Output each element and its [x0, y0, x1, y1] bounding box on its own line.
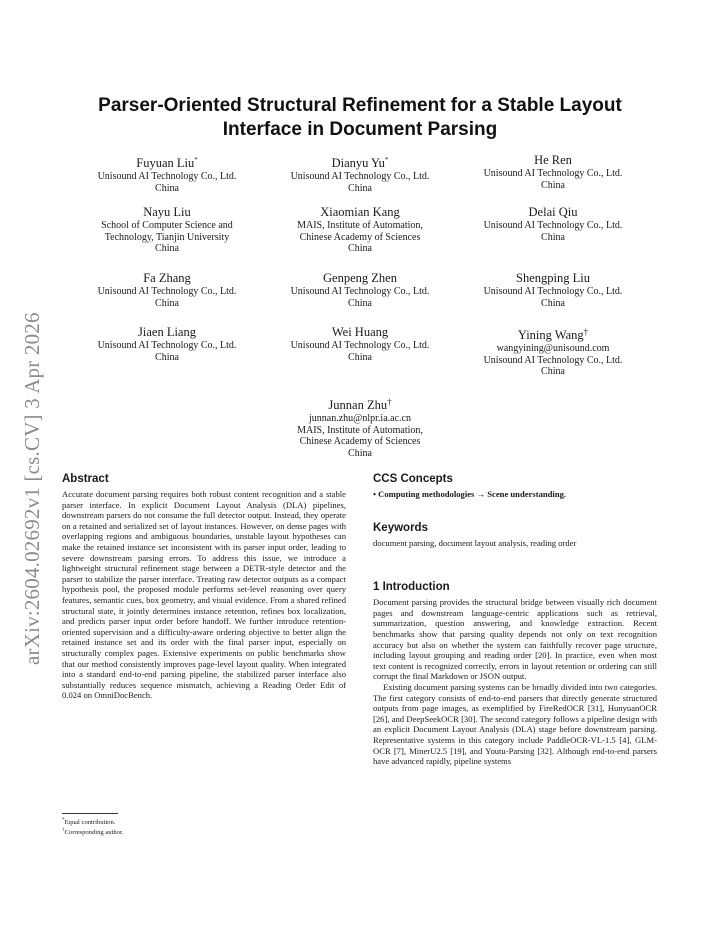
corresponding-author-mark: †: [387, 397, 392, 407]
author-name: Nayu Liu: [143, 205, 191, 219]
author-block: [260, 324, 460, 363]
country: China: [348, 297, 372, 309]
ccs-heading: CCS Concepts: [373, 473, 453, 485]
author-name: Genpeng Zhen: [323, 271, 397, 285]
author-email[interactable]: junnan.zhu@nlpr.ia.ac.cn: [309, 413, 411, 424]
affiliation: MAIS, Institute of Automation,: [297, 220, 423, 231]
footnote-mark: †: [62, 828, 65, 834]
affiliation: Technology, Tianjin University: [104, 231, 230, 243]
affiliation: Unisound AI Technology Co., Ltd.: [290, 286, 430, 297]
country: China: [348, 447, 372, 459]
affiliation: Unisound AI Technology Co., Ltd.: [97, 286, 237, 297]
affiliation: Unisound AI Technology Co., Ltd.: [290, 340, 430, 351]
footnote: [62, 817, 346, 827]
abstract-text: Accurate document parsing requires both robust content recognition and a stable parser interface. In explicit Document Layout Analysis (DLA) pipelines, downstream parsers do not consume the full detector output. Instead, they operate on a retained and serialized set of layout instances. However, on dense pages with overlapping regions and ambiguous boundaries, unstable layout hypotheses can make the retained instance set inconsistent with its parser input order, leading to severe downstream parsing errors. To address this issue, we introduce a lightweight structural refinement stage between a DETR-style detector and the parser to stabilize the parser interface. Treating raw detector outputs as a compact hypothesis pool, the proposed module performs set-level reasoning over query features, semantic cues, box geometry, and visual evidence. From a shared refined structural state, it jointly determines instance retention, refines box localization, and predicts parser input order before handoff. We further introduce retention-oriented supervision and a difficulty-aware ordering objective to better align the retained instance set and its order with the final parser input, especially on structurally complex pages. Extensive experiments on public benchmarks show that our method consistently improves page-level layout quality. When integrated into a standard end-to-end parsing pipeline, the stabilized parser interface also substantially reduces sequence mismatch, achieving a Reading Order Edit of 0.024 on OmniDocBench.: [62, 489, 346, 701]
introduction-paragraph: Existing document parsing systems can be broadly divided into two categories. The first category consists of end-to-end parsers that directly generate structured outputs from page images, as exemplified by FireRedOCR [31], HunyuanOCR [26], and DeepSeekOCR [30]. The second category follows a pipeline design with an explicit Document Layout Analysis (DLA) stage before downstream parsing. Representative systems in this category include PaddleOCR-VL-1.5 [4], GLM-OCR [7], MinerU2.5 [19], and Youtu-Parsing [32]. Although end-to-end parsers have advanced rapidly, pipeline systems: [373, 681, 657, 767]
country: China: [155, 243, 179, 255]
country: China: [541, 366, 565, 378]
author-block: [260, 152, 460, 194]
country: China: [348, 182, 372, 194]
affiliation: Unisound AI Technology Co., Ltd.: [290, 171, 430, 182]
ccs-text: • Computing methodologies → Scene understanding.: [373, 489, 567, 499]
country: China: [541, 179, 565, 191]
author-block: [67, 204, 267, 255]
footnote-mark: *: [62, 818, 65, 823]
affiliation: Unisound AI Technology Co., Ltd.: [483, 354, 623, 366]
abstract-heading: Abstract: [62, 473, 109, 485]
footnote: [62, 827, 346, 837]
author-block: [67, 270, 267, 309]
author-name: Fuyuan Liu: [136, 156, 195, 170]
author-block: [260, 270, 460, 309]
footnotes: [62, 813, 346, 837]
affiliation: Unisound AI Technology Co., Ltd.: [483, 168, 623, 179]
paper-title: Parser-Oriented Structural Refinement for a Stable Layout Interface in Document Parsing: [98, 95, 622, 140]
footnote-text: Corresponding author.: [64, 829, 124, 837]
country: China: [348, 351, 372, 363]
affiliation: Unisound AI Technology Co., Ltd.: [97, 340, 237, 351]
country: China: [155, 351, 179, 363]
author-name: Xiaomian Kang: [320, 205, 400, 219]
author-name: Wei Huang: [331, 325, 389, 339]
affiliation: MAIS, Institute of Automation,: [297, 424, 423, 436]
author-name: He Ren: [534, 153, 572, 167]
affiliation: Chinese Academy of Sciences: [299, 231, 421, 243]
author-block: [260, 394, 460, 459]
author-name: Fa Zhang: [143, 271, 191, 285]
affiliation: School of Computer Science and: [101, 220, 233, 231]
right-column: [373, 472, 657, 767]
keywords-text: document parsing, document layout analysis, reading order: [373, 537, 577, 548]
author-name: Yining Wang: [517, 328, 584, 342]
author-name: Delai Qiu: [528, 205, 578, 219]
introduction-paragraph: Document parsing provides the structural bridge between visually rich document pages and downstream language-centric applications such as retrieval, summarization, question answering, and knowledge extraction. Recent benchmarks show that parsing quality depends not only on text recognition accuracy but also on whether the system can faithfully recover page structure, including layout grouping and reading order [20]. In practice, even when most text content is recognized correctly, errors in layout retention or ordering can still corrupt the final Markdown or JSON output.: [373, 597, 657, 682]
author-block: [453, 152, 653, 191]
introduction-heading: 1 Introduction: [373, 581, 450, 594]
author-block: [453, 204, 653, 243]
author-block: [67, 152, 267, 194]
author-email[interactable]: wangyining@unisound.com: [496, 343, 610, 354]
footnote-rule: [62, 813, 118, 814]
author-block: [453, 270, 653, 309]
country: China: [155, 182, 179, 194]
arxiv-identifier: arXiv:2604.02692v1 [cs.CV] 3 Apr 2026: [20, 312, 44, 665]
equal-contribution-mark: *: [194, 156, 198, 164]
author-name: Dianyu Yu: [331, 156, 385, 170]
affiliation: Unisound AI Technology Co., Ltd.: [97, 171, 237, 182]
equal-contribution-mark: *: [384, 156, 389, 164]
author-name: Jiaen Liang: [138, 325, 196, 339]
affiliation: Unisound AI Technology Co., Ltd.: [483, 286, 623, 297]
author-block: [67, 324, 267, 363]
country: China: [541, 231, 565, 243]
country: China: [541, 297, 565, 309]
author-name: Junnan Zhu: [328, 398, 388, 412]
affiliation: Unisound AI Technology Co., Ltd.: [483, 220, 623, 231]
country: China: [348, 243, 372, 255]
author-name: Shengping Liu: [516, 271, 590, 285]
affiliation: Chinese Academy of Sciences: [299, 436, 421, 448]
footnote-text: Equal contribution.: [64, 819, 116, 826]
keywords-heading: Keywords: [373, 521, 428, 534]
author-block: [260, 204, 460, 255]
author-block: [453, 324, 653, 378]
country: China: [155, 297, 179, 309]
abstract-section: [62, 472, 346, 701]
corresponding-author-mark: †: [583, 327, 589, 337]
